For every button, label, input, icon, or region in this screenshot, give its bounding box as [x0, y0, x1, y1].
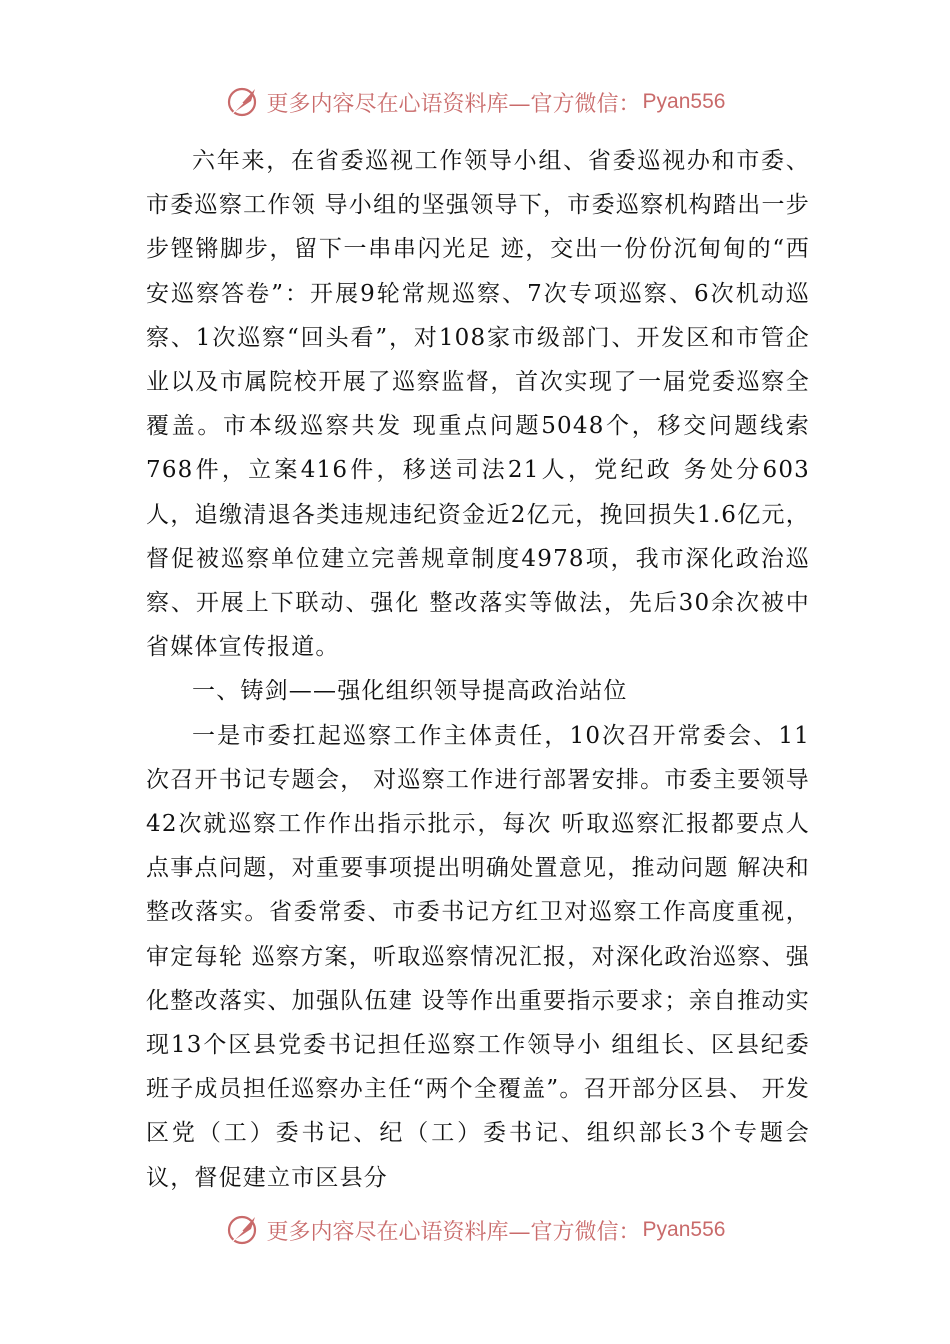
quill-logo-icon [225, 1212, 261, 1248]
watermark-text: 更多内容尽在心语资料库—官方微信： [266, 1219, 641, 1245]
document-body [146, 139, 810, 1200]
watermark-header [0, 82, 950, 122]
watermark-wechat-id: Pyan556 [642, 1218, 726, 1241]
watermark-wechat-id: Pyan556 [642, 90, 726, 113]
paragraph-body: 一是市委扛起巡察工作主体责任，10次召开常委会、11次召开书记专题会， 对巡察工作进行部署安排。市委主要领导42次就巡察工作作出指示批示，每次 听取巡察汇报都要点人点事点问题，对重要事项提出明确处置意见，推动问题 解决和整改落实。省委常委、市委书记方红卫对巡察工作高度重视，审定每轮 巡察方案，听取巡察情况汇报，对深化政治巡察、强化整改落实、加强队伍建 设等作出重要指示要求；亲自推动实现13个区县党委书记担任巡察工作领导小 组组长、区县纪委班子成员担任巡察办主任“两个全覆盖”。召开部分区县、 开发区党（工）委书记、纪（工）委书记、组织部长3个专题会议，督促建立市区县分 [146, 722, 810, 1191]
section-heading: 一、铸剑——强化组织领导提高政治站位 [192, 678, 628, 705]
watermark-footer [0, 1210, 950, 1250]
watermark-text: 更多内容尽在心语资料库—官方微信： [266, 91, 641, 117]
paragraph-intro: 六年来，在省委巡视工作领导小组、省委巡视办和市委、市委巡察工作领 导小组的坚强领导下，市委巡察机构踏出一步步铿锵脚步，留下一串串闪光足 迹，交出一份份沉甸甸的“西安巡察答卷”：开展9轮常规巡察、7次专项巡察、6次机动巡察、1次巡察“回头看”，对108家市级部门、开发区和市管企业以及市属院校开展了巡察监督，首次实现了一届党委巡察全覆盖。市本级巡察共发 现重点问题5048个，移交问题线索768件，立案416件，移送司法21人，党纪政 务处分603人，追缴清退各类违规违纪资金近2亿元，挽回损失1.6亿元，督促被巡察单位建立完善规章制度4978项，我市深化政治巡察、开展上下联动、强化 整改落实等做法，先后30余次被中省媒体宣传报道。 [146, 148, 810, 661]
quill-logo-icon [225, 84, 261, 120]
